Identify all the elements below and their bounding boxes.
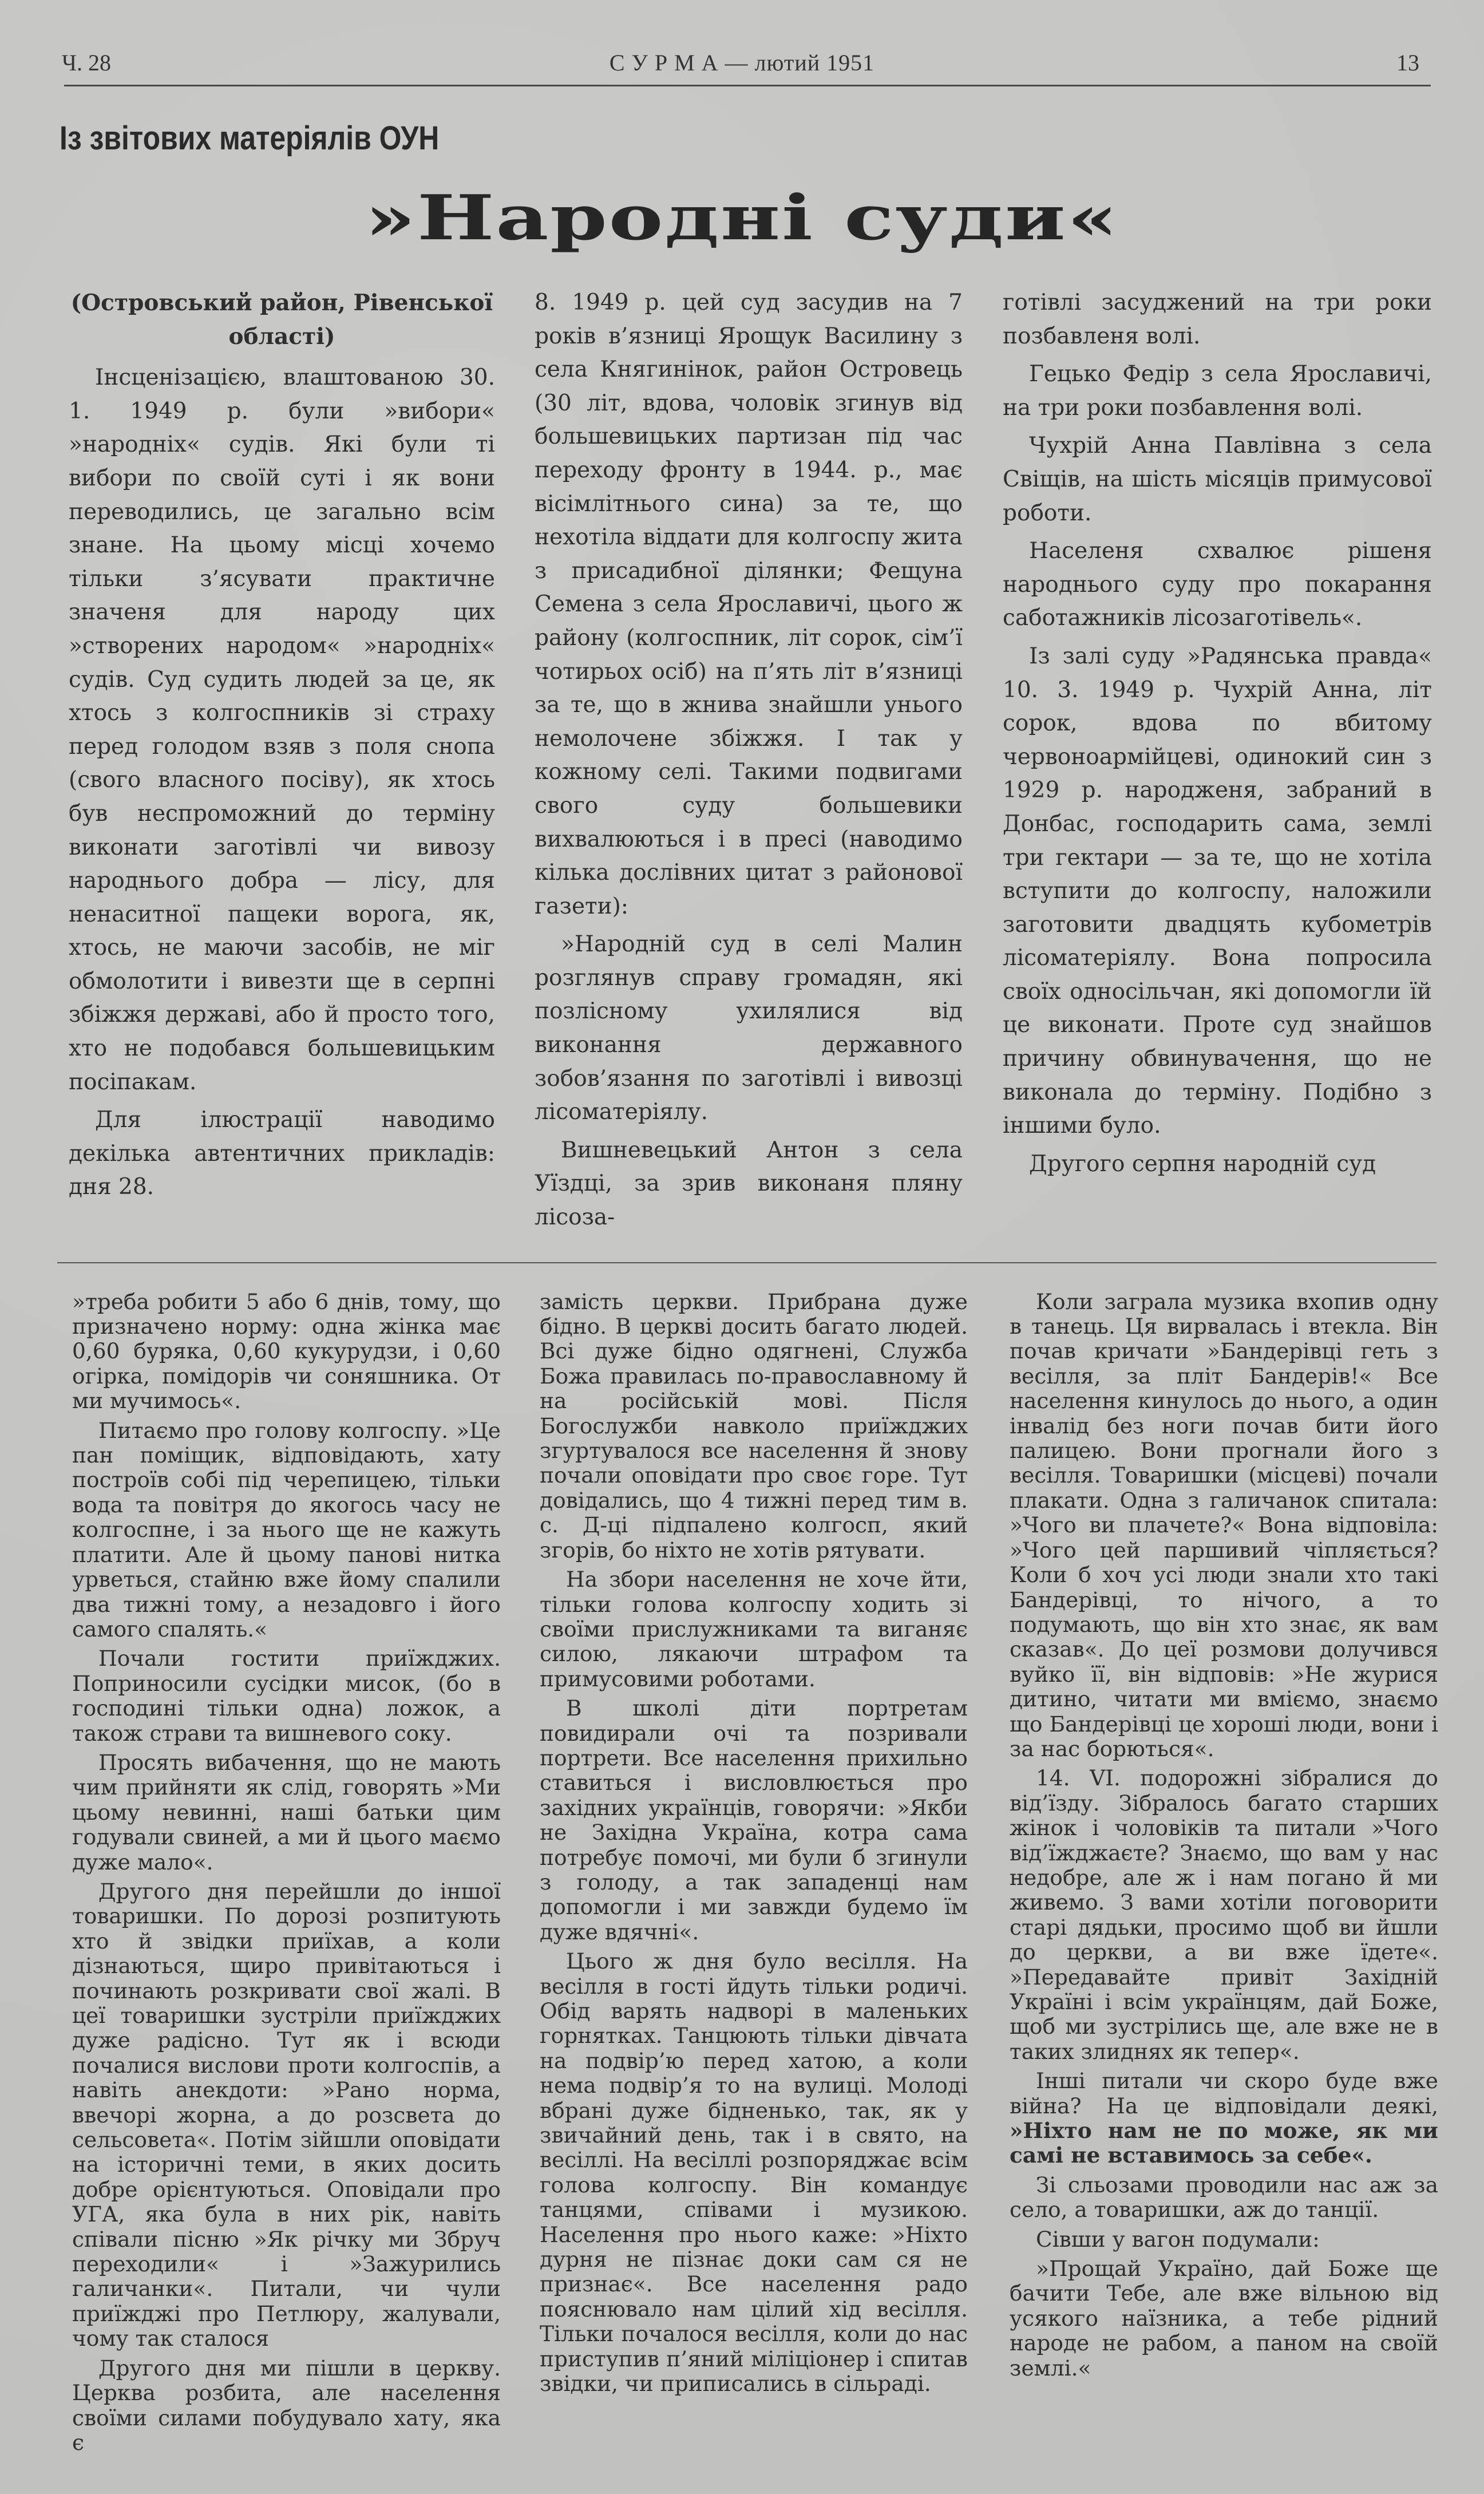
paragraph: Населеня схвалює рішеня народнього суду про покарання саботажників лісозаготівель«.	[1003, 538, 1432, 631]
paragraph: Сівши у вагон подумали:	[1036, 2226, 1320, 2252]
bottom-column-1	[72, 1290, 501, 2460]
paragraph: 8. 1949 р. цей суд засудив на 7 років в’язниці Ярощук Василину з села Княгинінок, район Островець (30 літ, вдова, чоловік згинув від большевицьких партизан під час переходу фронту в 1944. р., має вісімлітнього сина) за те, що нехотіла віддати для колгоспу жита з присадибної ділянки; Фещуна Семена з села Ярославичі, цього ж району (колгоспник, літ сорок, сім’ї чотирьох осіб) на п’ять літ в’язниці за те, що в жнива знайшли унього немолочене збіжжя. І так у кожному селі. Такими подвигами свого суду большевики вихвалюються і в пресі (наводимо кілька дослівних цитат з районової газети):	[535, 290, 963, 919]
section-kicker: Із звітових матеріялів ОУН	[60, 120, 440, 157]
paragraph: Коли заграла музика вхопив одну в танець. Ця вирвалась і втекла. Він почав кричати »Бандерівці геть з весілля, за пліт Бандерів!« Все населення кинулось до нього, а один інвалід без ноги почав бити його палицею. Вони прогнали його з весілля. Товаришки (місцеві) почали плакати. Одна з галичанок спитала: »Чого ви плачете?« Вона відповіла: »Чого цей паршивий чіпляється? Коли б хоч усі люди знали хто такі Бандерівці, то нічого, а то подумають, що він хто знає, як вам сказав«. До цеї розмови долучився вуйко її, він відповів: »Не журися дитино, читати ми вміємо, знаємо що Бандерівці це хороші люди, вони і за нас борються«.	[1010, 1288, 1438, 1761]
paragraph: Для ілюстрації наводимо декілька автентичних прикладів: дня 28.	[69, 1107, 495, 1200]
page-number: 13	[1396, 50, 1419, 76]
paragraph: В школі діти портретам повидирали очі та позривали портрети. Все населення прихильно ставиться і висловлюється про західних українців, говорячи: »Якби не Західна Україна, котра сама потребує помочі, ми були б згинули з голоду, а так западенці нам допомогли і ми завжди будемо їм дуже вдячні«.	[540, 1695, 968, 1944]
paragraph	[1010, 2069, 1438, 2168]
paragraph: »Прощай Україно, дай Боже ще бачити Тебе, але вже вільною від усякого наїзника, а тебе рідний народе не рабом, а паном на своїй землі.«	[1010, 2256, 1438, 2381]
publication-title: С У Р М А — лютий 1951	[609, 50, 875, 76]
masthead	[0, 0, 1484, 286]
bold-quote: »Ніхто нам не по може, як ми самі не вставимось за себе«.	[1010, 2118, 1438, 2168]
paragraph: »треба робити 5 або 6 днів, тому, що призначено норму: одна жінка має 0,60 буряка, 0,60 кукурудзи, і 0,60 огірка, помідорів чи соняшника. От ми мучимось«.	[72, 1288, 501, 1414]
article-top-section	[0, 286, 1484, 1239]
issue-number: Ч. 28	[62, 50, 111, 76]
paragraph: Інсценізацією, влаштованою 30. 1. 1949 р. були »вибори« »народніх« судів. Які були ті вибори по своїй суті і як вони переводились, це загально всім знане. На цьому місці хочемо тільки з’ясувати практичне значеня для народу цих »створених народом« »народніх« судів. Суд судить людей за це, як хтось з колгоспників зі страху перед голодом взяв з поля снопа (свого власного посіву), як хтось був неспроможний до терміну виконати заготівлі чи вивозу народнього добра — лісу, для ненаситної пащеки ворога, як, хтось, не маючи засобів, не міг обмолотити і вивезти ще в серпні збіжжя державі, або й просто того, хто не подобався большевицьким посіпакам.	[69, 365, 495, 1095]
paragraph: Другого дня перейшли до іншої товаришки. По дорозі розпитують хто й звідки приїхав, а коли дізнаються, щиро привітаються і починають розкривати свої жалі. В цеї товаришки зустріли приїжджих дуже радісно. Тут як і всюди почалися вислови проти колгоспів, а навіть анекдоти: »Рано норма, ввечорі жорна, а до розсвета до сельсовета«. Потім зійшли оповідати на історичні теми, в яких досить добре орієнтуються. Оповідали про УГА, яка була в них рік, навіть співали пісню »Як річку ми Збруч переходили« і »Зажурились галичанки«. Питали, чи чули приїжджі про Петлюру, жалували, чому так сталося	[72, 1878, 501, 2351]
article-title-text: »Народні суди«	[365, 182, 1119, 254]
paragraph: Цього ж дня було весілля. На весілля в гості йдуть тільки родичі. Обід варять надворі в маленьких горнятках. Танцюють тільки дівчата на подвір’ю перед хатою, а коли нема подвір’я то на вулиці. Молоді вбрані дуже бідненько, так, як у звичайний день, так і в свято, на весіллі. На весіллі розпоряджає всім голова колгоспу. Він командує танцями, співами і музикою. Населення про нього каже: »Ніхто дурня не пізнає доки сам ся не признає«. Все населення радо пояснювало нам цілий хід весілля. Тільки почалося весілля, коли до нас приступив п’яний міліціонер і спитав звідки, чи приписались в сільраді.	[540, 1948, 968, 2397]
bottom-column-2	[540, 1290, 968, 2401]
paragraph: Чухрій Анна Павлівна з села Свіщів, на шість місяців примусової роботи.	[1003, 433, 1432, 526]
paragraph: Другого дня ми пішли в церкву. Церква розбита, але населення своїми силами побудувало хату, яка є	[72, 2355, 501, 2455]
section-divider	[57, 1262, 1436, 1263]
paragraph: Із залі суду »Радянська правда« 10. 3. 1949 р. Чухрій Анна, літ сорок, вдова по вбитому червоноармійцеві, одинокий син з 1929 р. народженя, забраний в Донбас, господарить сама, землі три гектари — за те, що не хотіла вступити до колгоспу, наложили заготовити двадцять кубометрів лісоматеріялу. Вона попросила своїх односільчан, які допомогли їй це виконати. Проте суд знайшов причину обвинувачення, що не виконала до терміну. Подібно з іншими було.	[1003, 643, 1432, 1139]
dateline: (Островський район, Рівенської області)	[70, 290, 493, 350]
paragraph: Гецько Федір з села Ярославичі, на три роки позбавлення волі.	[1003, 361, 1432, 421]
top-column-1	[69, 286, 495, 1209]
paragraph: Почали гостити приїжджих. Поприносили сусідки мисок, (бо в господині тільки одна) ложок, а також страви та вишневого соку.	[72, 1646, 501, 1746]
top-column-2	[535, 286, 963, 1239]
paragraph: Просять вибачення, що не мають чим прийняти як слід, говорять »Ми цьому невинні, наші батьки цим годували свиней, а ми й цього маємо дуже мало«.	[72, 1749, 501, 1875]
top-column-3	[1003, 286, 1432, 1185]
paragraph: На збори населення не хоче йти, тільки голова колгоспу ходить зі своїми прислужниками та виганяє силою, лякаючи штрафом та примусовими роботами.	[540, 1567, 968, 1691]
paragraph: »Народній суд в селі Малин розглянув справу громадян, які позлісному ухилялися від виконання державного зобов’язання по заготівлі і вивозці лісоматеріялу.	[535, 931, 963, 1125]
paragraph: Вишневецький Антон з села Уїздці, за зрив виконаня пляну лісоза-	[535, 1137, 963, 1231]
header-rule	[64, 85, 1431, 86]
paragraph: 14. VI. подорожні зібралися до від’їзду. Зібралось багато старших жінок і чоловіків та питали »Чого від’їжджаєте? Знаємо, що вам у нас недобре, але ж і нам погано й ми живемо. З вами хотіли поговорити старі дядьки, просимо щоб ви йшли до церкви, а ви вже їдете«. »Передавайте привіт Західній Україні і всім українцям, дай Боже, щоб ми зустрілись ще, але вже не в таких злиднях як тепер«.	[1010, 1765, 1438, 2064]
paragraph-text: Інші питали чи скоро буде вже війна? На це відповідали деякі,	[1010, 2068, 1438, 2118]
paragraph: замість церкви. Прибрана дуже бідно. В церкві досить багато людей. Всі дуже бідно одягнені, Служба Божа правилась по-православному й на російській мові. Після Богослужби навколо приїжджих згуртувалося все населення й знову почали оповідати про своє горе. Тут довідались, що 4 тижні перед тим в. с. Д-ці підпалено колгосп, який згорів, бо ніхто не хотів рятувати.	[540, 1288, 968, 1563]
article-title	[0, 182, 1484, 254]
paragraph: Другого серпня народній суд	[1029, 1151, 1376, 1177]
article-bottom-section	[0, 1290, 1484, 2494]
paragraph: Зі сльозами проводили нас аж за село, а товаришки, аж до танції.	[1010, 2172, 1438, 2223]
paragraph: Питаємо про голову колгоспу. »Це пан поміщик, відповідають, хату построїв собі під черепицею, тільки вода та повітря до якогось часу не колгоспне, і за нього ще не кажуть платити. Але й цьому панові нитка урветься, стайню вже йому спалили два тижні тому, а незадовго і його самого спалять.«	[72, 1417, 501, 1642]
paragraph: готівлі засуджений на три роки позбавленя волі.	[1003, 290, 1432, 349]
bottom-column-3	[1010, 1290, 1438, 2385]
